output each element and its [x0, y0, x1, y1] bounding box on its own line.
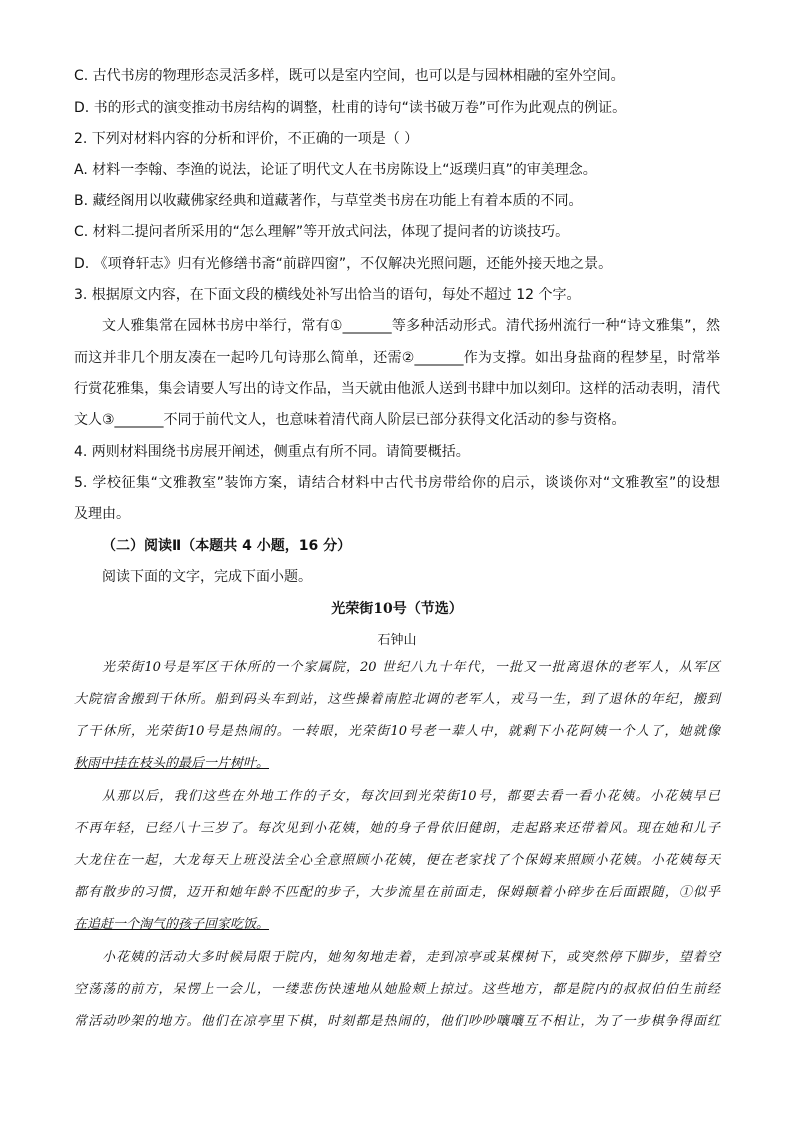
text-line: C. 材料二提问者所采用的“怎么理解”等开放式问法，体现了提问者的访谈技巧。 [74, 224, 570, 240]
story-line: 秋雨中挂在枝头的最后一片树叶。 [74, 756, 270, 771]
text-line: D. 《项脊轩志》归有光修缮书斋“前辟四窗”，不仅解决光照问题，还能外接天地之景。 [74, 256, 613, 272]
story-line: 大龙住在一起，大龙每天上班没法全心全意照顾小花姨，便在老家找了个保姆来照顾小花姨。小花姨每天 [74, 853, 720, 868]
story-line: 常活动吵架的地方。他们在凉亭里下棋，时刻都是热闹的，他们吵吵嚷嚷互不相让，为了一步棋争得面红 [74, 1014, 720, 1029]
text-line: 而这并非几个朋友凑在一起吟几句诗那么简单，还需②_______作为支撑。如出身盐商的程梦星，时常举 [74, 350, 720, 366]
story-line: 不再年轻，已经八十三岁了。每次见到小花姨，她的身子骨依旧健朗，走起路来还带着风。现在她和儿子 [74, 821, 720, 836]
text-line: 4. 两则材料围绕书房展开阐述，侧重点有所不同。请简要概括。 [74, 444, 470, 460]
story-title: 光荣街10号（节选） [331, 601, 463, 617]
text-line: 行赏花雅集，集会请要人写出的诗文作品，当天就由他派人送到书肆中加以刻印。这样的活动表明，清代 [74, 381, 720, 397]
story-line: 了干休所，光荣街10号是热闹的。一转眼，光荣街10号老一辈人中，就剩下小花阿姨一个人了，她就像 [74, 724, 720, 739]
text-line: 及理由。 [74, 506, 130, 522]
text-line: 阅读下面的文字，完成下面小题。 [102, 569, 312, 585]
text-line: C. 古代书房的物理形态灵活多样，既可以是室内空间，也可以是与园林相融的室外空间。 [74, 68, 625, 84]
text-line: （二）阅读Ⅱ（本题共 4 小题，16 分） [102, 538, 352, 554]
story-line: 空荡荡的前方，呆愣上一会儿，一缕悲伤快速地从她脸颊上掠过。这些地方，都是院内的叔叔伯伯生前经 [74, 982, 720, 997]
text-line: D. 书的形式的演变推动书房结构的调整，杜甫的诗句“读书破万卷”可作为此观点的例证。 [74, 100, 627, 116]
text-line: B. 藏经阁用以收藏佛家经典和道藏著作，与草堂类书房在功能上有着本质的不同。 [74, 193, 583, 209]
text-line: 3. 根据原文内容，在下面文段的横线处补写出恰当的语句，每处不超过 12 个字。 [74, 287, 581, 303]
text-line: A. 材料一李翰、李渔的说法，论证了明代文人在书房陈设上“返璞归真”的审美理念。 [74, 162, 597, 178]
text-line: 文人③_______不同于前代文人，也意味着清代商人阶层已部分获得文化活动的参与资格。 [74, 412, 626, 428]
story-author: 石钟山 [377, 633, 417, 648]
text-line: 5. 学校征集“文雅教室”装饰方案，请结合材料中古代书房带给你的启示，谈谈你对“文雅教室”的设想 [74, 475, 720, 491]
story-line: 大院宿舍搬到干休所。船到码头车到站，这些操着南腔北调的老军人，戎马一生，到了退休的年纪，搬到 [74, 692, 720, 707]
story-line: 都有散步的习惯，迈开和她年龄不匹配的步子，大步流星在前面走，保姆颠着小碎步在后面跟随，①似乎 [74, 885, 720, 900]
text-line: 2. 下列对材料内容的分析和评价，不正确的一项是（ ） [74, 131, 419, 147]
text-line: 文人雅集常在园林书房中举行，常有①_______等多种活动形式。清代扬州流行一种“诗文雅集”，然 [102, 318, 720, 334]
story-line: 小花姨的活动大多时候局限于院内，她匆匆地走着，走到凉亭或某棵树下，或突然停下脚步，望着空 [102, 950, 720, 965]
story-line: 光荣街10号是军区干休所的一个家属院，20 世纪八九十年代，一批又一批离退休的老军人，从军区 [102, 660, 720, 675]
story-line: 从那以后，我们这些在外地工作的子女，每次回到光荣街10号，都要去看一看小花姨。小花姨早已 [102, 789, 720, 804]
story-line: 在追赶一个淘气的孩子回家吃饭。 [74, 917, 270, 932]
